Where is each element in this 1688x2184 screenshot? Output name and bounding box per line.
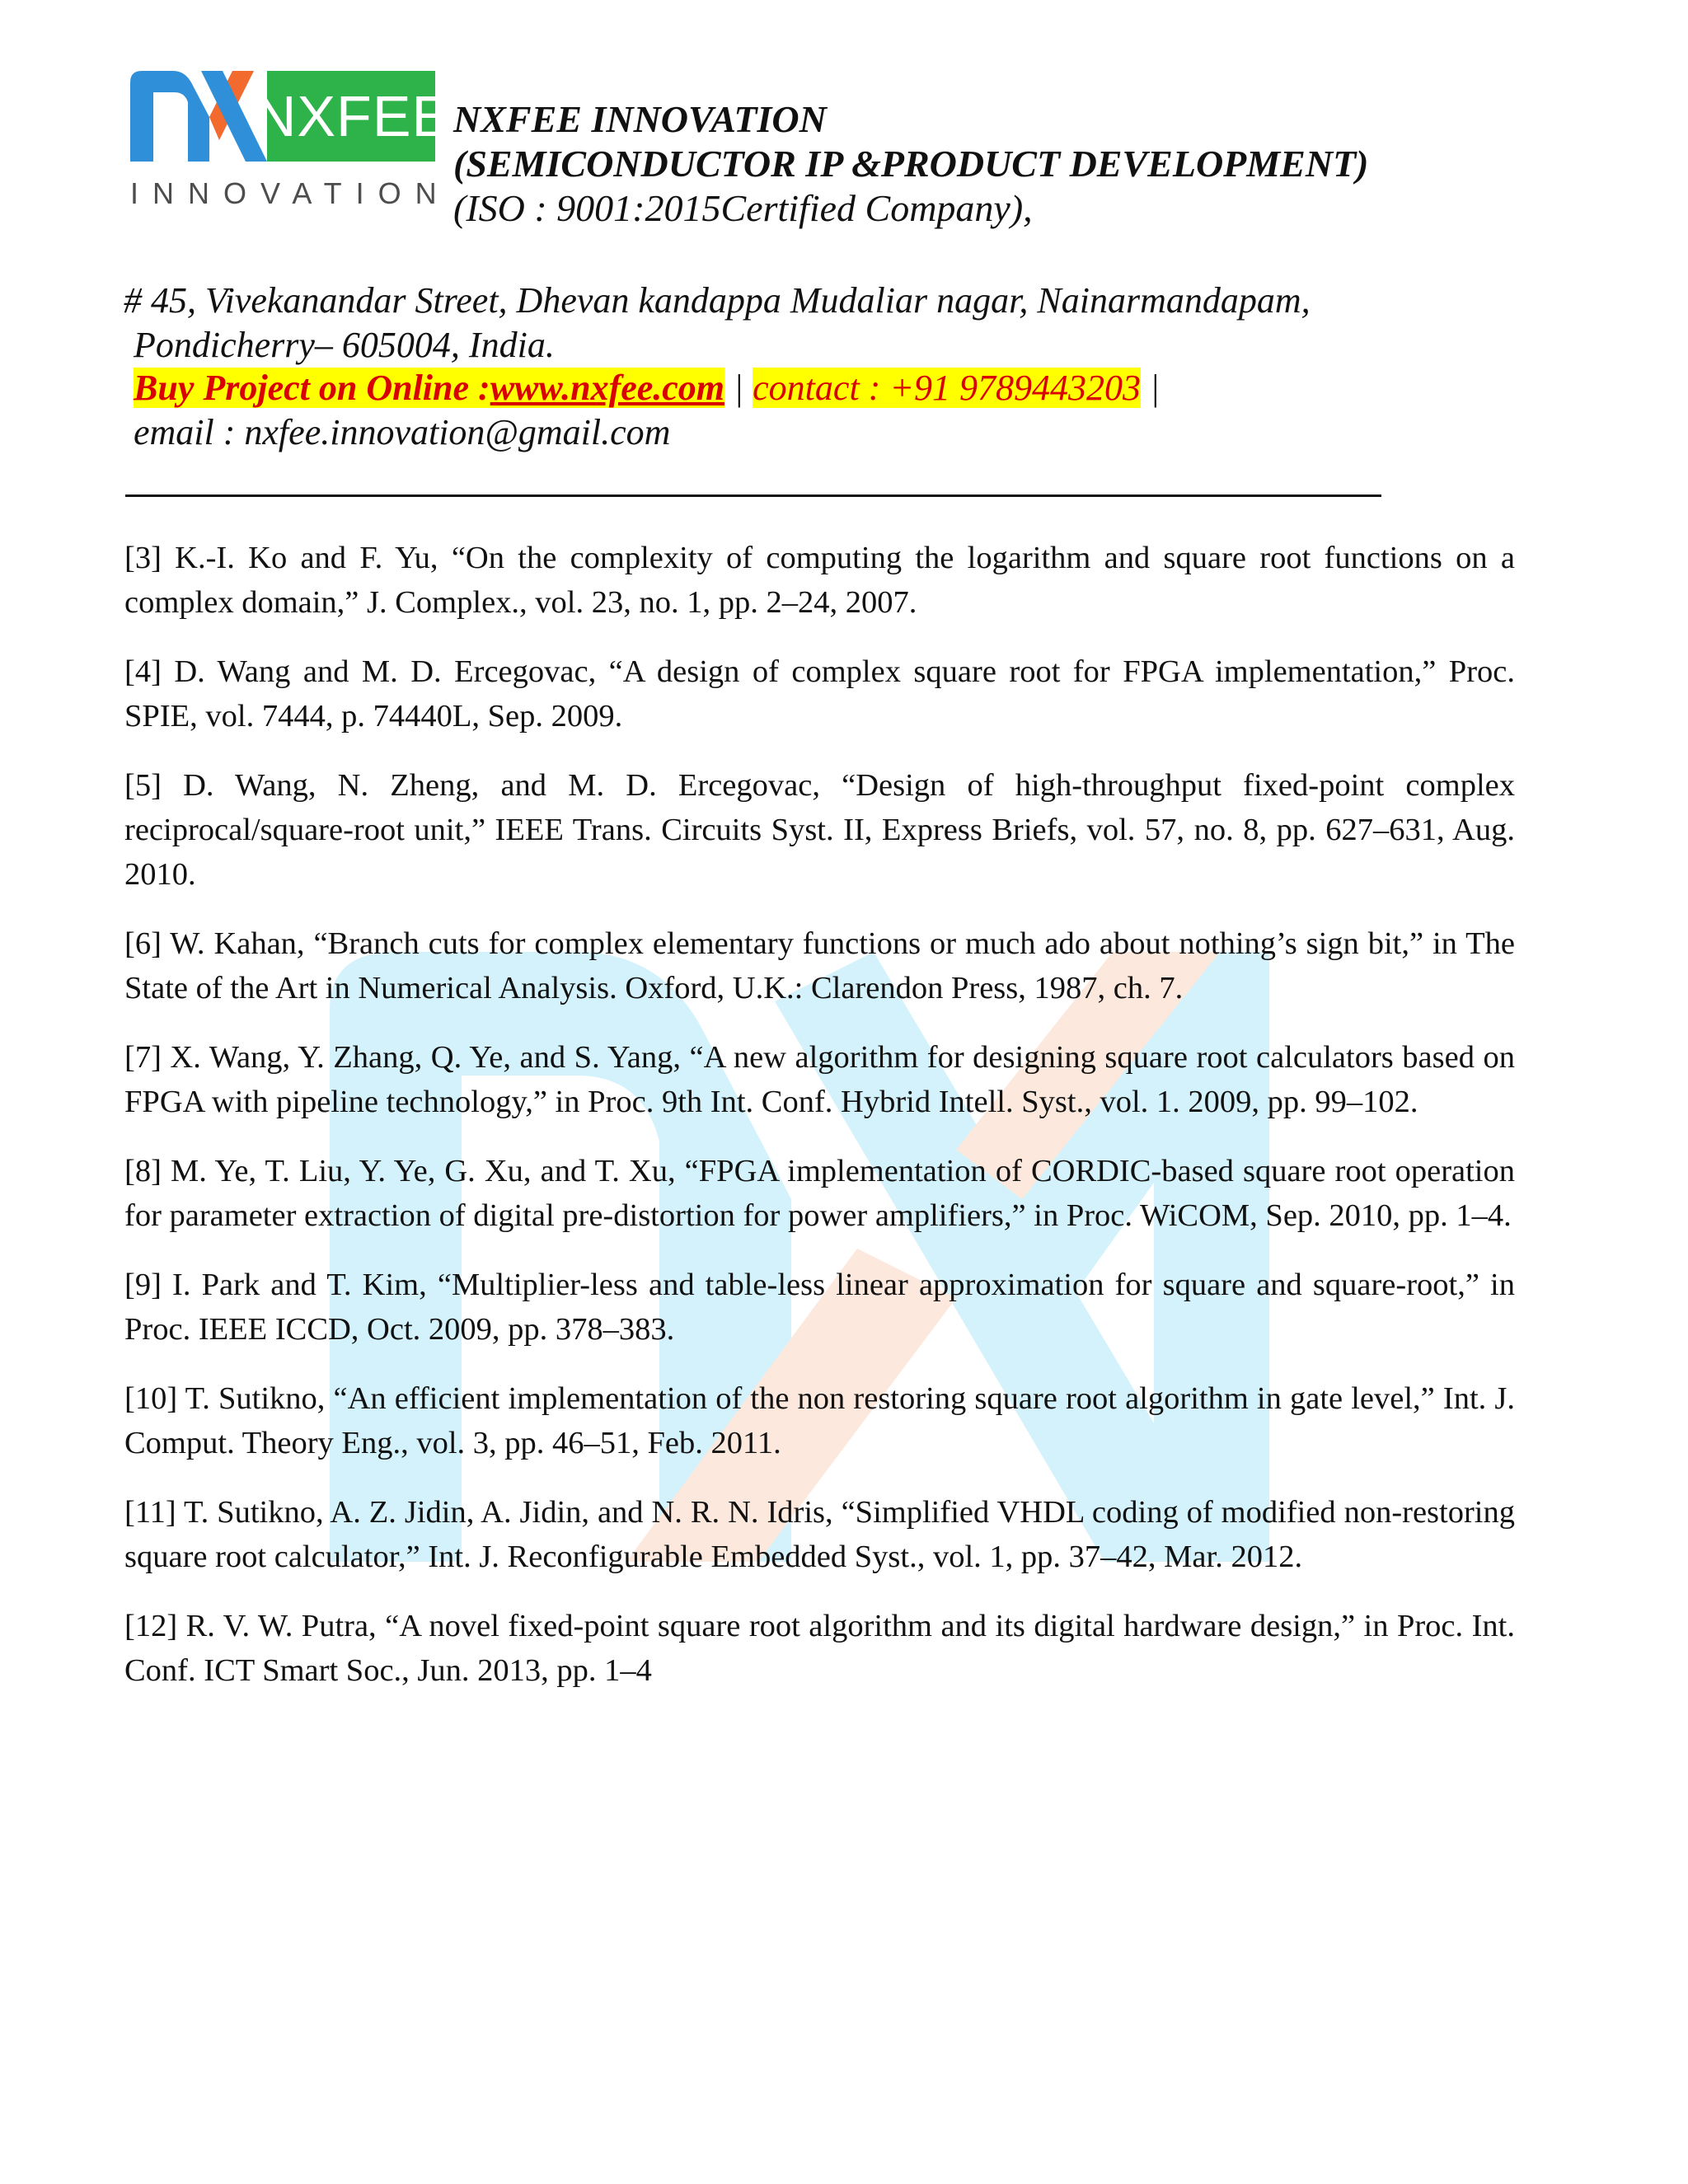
address-line-1: # 45, Vivekanandar Street, Dhevan kandappa Mudaliar nagar, Nainarmandapam, xyxy=(124,280,1311,321)
company-address xyxy=(124,279,1311,368)
logo-tagline: INNOVATION xyxy=(130,176,451,210)
references-list xyxy=(124,536,1515,1718)
company-name: NXFEE INNOVATION xyxy=(453,98,827,140)
reference-item: [7] X. Wang, Y. Zhang, Q. Ye, and S. Yang, “A new algorithm for designing square root calculators based on FPGA with pipeline technology,” in Proc. 9th Int. Conf. Hybrid Intell. Syst., vol. 1. 2009, pp. 99–102. xyxy=(124,1040,1515,1119)
reference-item: [4] D. Wang and M. D. Ercegovac, “A design of complex square root for FPGA implementation,” Proc. SPIE, vol. 7444, p. 74440L, Sep. 2009. xyxy=(124,654,1515,733)
company-subtitle: (SEMICONDUCTOR IP &PRODUCT DEVELOPMENT) xyxy=(453,143,1369,185)
reference-item: [8] M. Ye, T. Liu, Y. Ye, G. Xu, and T. Xu, “FPGA implementation of CORDIC-based square root operation for parameter extraction of digital pre-distortion for power amplifiers,” in Proc. WiCOM, Sep. 2010, pp. 1–4. xyxy=(124,1154,1515,1233)
header-divider xyxy=(125,494,1381,497)
separator: | xyxy=(724,368,753,408)
reference-item: [3] K.-I. Ko and F. Yu, “On the complexity of computing the logarithm and square root functions on a complex domain,” J. Complex., vol. 23, no. 1, pp. 2–24, 2007. xyxy=(124,541,1515,620)
email-line: email : nxfee.innovation@gmail.com xyxy=(134,412,671,452)
reference-item: [11] T. Sutikno, A. Z. Jidin, A. Jidin, and N. R. N. Idris, “Simplified VHDL coding of modified non-restoring square root calculator,” Int. J. Reconfigurable Embedded Syst., vol. 1, pp. 37–42, Mar. 2012. xyxy=(124,1495,1515,1574)
contact-line xyxy=(134,366,1160,410)
reference-item: [9] I. Park and T. Kim, “Multiplier-less and table-less linear approximation for square and square-root,” in Proc. IEEE ICCD, Oct. 2009, pp. 378–383. xyxy=(124,1268,1515,1347)
contact-phone: contact : +91 9789443203 xyxy=(753,368,1142,408)
address-line-2: Pondicherry– 605004, India. xyxy=(134,325,555,365)
company-logo xyxy=(130,71,452,219)
separator-end: | xyxy=(1141,368,1160,408)
buy-project-label: Buy Project on Online : xyxy=(134,368,490,408)
reference-item: [6] W. Kahan, “Branch cuts for complex elementary functions or much ado about nothing’s sign bit,” in The State of the Art in Numerical Analysis. Oxford, U.K.: Clarendon Press, 1987, ch. 7. xyxy=(124,926,1515,1005)
reference-item: [12] R. V. W. Putra, “A novel fixed-point square root algorithm and its digital hardware design,” in Proc. Int. Conf. ICT Smart Soc., Jun. 2013, pp. 1–4 xyxy=(124,1609,1515,1688)
reference-item: [10] T. Sutikno, “An efficient implementation of the non restoring square root algorithm in gate level,” Int. J. Comput. Theory Eng., vol. 3, pp. 46–51, Feb. 2011. xyxy=(124,1381,1515,1460)
website-link[interactable]: www.nxfee.com xyxy=(490,368,725,408)
logo-wordmark: NXFEE xyxy=(254,84,452,148)
reference-item: [5] D. Wang, N. Zheng, and M. D. Ercegovac, “Design of high-throughput fixed-point complex reciprocal/square-root unit,” IEEE Trans. Circuits Syst. II, Express Briefs, vol. 57, no. 8, pp. 627–631, Aug. 2010. xyxy=(124,768,1515,892)
company-certification: (ISO : 9001:2015Certified Company), xyxy=(453,187,1033,229)
company-heading xyxy=(453,97,1369,231)
